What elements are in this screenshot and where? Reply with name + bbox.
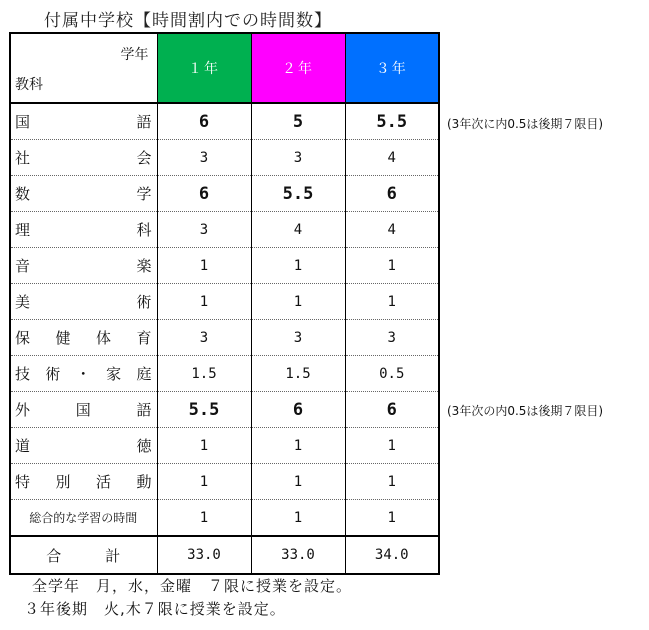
grade-3-value: 3 — [345, 320, 439, 356]
grade-3-value: 4 — [345, 140, 439, 176]
subject-char: 外 — [15, 401, 31, 419]
page-title: 付属中学校【時間割内での時間数】 — [44, 11, 332, 31]
subject-char: 術 — [136, 293, 152, 311]
grade-1-header: １年 — [157, 33, 251, 103]
grade-3-value: 6 — [345, 176, 439, 212]
subject-char: 庭 — [136, 365, 152, 383]
subject-char: 音 — [15, 257, 31, 275]
corner-cell — [10, 33, 157, 103]
subject-char: 数 — [15, 185, 31, 203]
grade-2-value: 3 — [251, 320, 345, 356]
grade-2-value: 1.5 — [251, 356, 345, 392]
subject-char: 楽 — [136, 257, 152, 275]
subject-char: 家 — [106, 365, 122, 383]
grade-2-value: 1 — [251, 464, 345, 500]
grade-3-value: 1 — [345, 464, 439, 500]
subject-cell — [10, 428, 157, 464]
subject-cell — [10, 500, 157, 537]
subject-char: 総合的な学習の時間 — [29, 511, 138, 525]
grade-1-value: 3 — [157, 140, 251, 176]
grade-1-value: 6 — [157, 103, 251, 140]
subject-char: 社 — [15, 149, 31, 167]
grade-3-value: 4 — [345, 212, 439, 248]
subject-cell — [10, 356, 157, 392]
grade-1-value: 1 — [157, 500, 251, 537]
subject-cell — [10, 176, 157, 212]
subject-cell — [10, 140, 157, 176]
subject-char: 健 — [55, 329, 71, 347]
subject-char: 術 — [45, 365, 61, 383]
subject-char: 会 — [136, 149, 152, 167]
grade-1-value: 6 — [157, 176, 251, 212]
grade-2-value: 6 — [251, 392, 345, 428]
grade-3-header: ３年 — [345, 33, 439, 103]
table-row — [10, 392, 439, 428]
grade-2-value: 5 — [251, 103, 345, 140]
grade-1-value: 3 — [157, 212, 251, 248]
subject-cell — [10, 212, 157, 248]
subject-char: 科 — [136, 221, 152, 239]
table-row — [10, 176, 439, 212]
table-row — [10, 212, 439, 248]
subject-char: 保 — [15, 329, 31, 347]
subject-char: 徳 — [136, 437, 152, 455]
grade-2-value: 1 — [251, 248, 345, 284]
subject-char: ・ — [75, 365, 91, 383]
grade-1-value: 33.0 — [157, 536, 251, 574]
subject-char: 道 — [15, 437, 31, 455]
header-row — [10, 33, 439, 103]
grade-3-value: 1 — [345, 248, 439, 284]
table-row — [10, 536, 439, 574]
subject-cell — [10, 392, 157, 428]
grade-1-value: 1.5 — [157, 356, 251, 392]
grade-1-value: 1 — [157, 464, 251, 500]
grade-2-value: 5.5 — [251, 176, 345, 212]
subject-char: 国 — [15, 113, 31, 131]
table-row — [10, 356, 439, 392]
grade-3-value: 0.5 — [345, 356, 439, 392]
grade-3-value: 1 — [345, 500, 439, 537]
note-kokugo: (3年次に内0.5は後期７限目) — [447, 117, 604, 131]
grade-3-value: 34.0 — [345, 536, 439, 574]
grade-1-value: 3 — [157, 320, 251, 356]
footer-line-2: ３年後期 火,木７限に授業を設定。 — [24, 600, 286, 618]
grade-2-value: 1 — [251, 500, 345, 537]
subject-char: 理 — [15, 221, 31, 239]
subject-char: 語 — [136, 401, 152, 419]
footer-line-1: 全学年 月，水，金曜 ７限に授業を設定。 — [32, 577, 353, 595]
table-row — [10, 428, 439, 464]
grade-2-value: 1 — [251, 428, 345, 464]
grade-3-value: 6 — [345, 392, 439, 428]
table-row — [10, 248, 439, 284]
subject-cell — [10, 464, 157, 500]
grade-heading: 学年 — [120, 47, 149, 63]
table-row — [10, 103, 439, 140]
subject-char: 別 — [55, 473, 71, 491]
subject-char: 特 — [15, 473, 31, 491]
table-row — [10, 140, 439, 176]
subject-cell — [10, 103, 157, 140]
subject-cell — [10, 284, 157, 320]
subject-char: 学 — [136, 185, 152, 203]
subject-char: 体 — [95, 329, 111, 347]
grade-2-value: 33.0 — [251, 536, 345, 574]
grade-2-header: ２年 — [251, 33, 345, 103]
grade-3-value: 5.5 — [345, 103, 439, 140]
table-row — [10, 284, 439, 320]
subject-char: 美 — [15, 293, 31, 311]
subject-char: 語 — [136, 113, 152, 131]
subject-char: 技 — [15, 365, 31, 383]
grade-3-value: 1 — [345, 428, 439, 464]
subject-cell — [10, 320, 157, 356]
grade-2-value: 3 — [251, 140, 345, 176]
grade-2-value: 4 — [251, 212, 345, 248]
grade-1-value: 1 — [157, 284, 251, 320]
table-row — [10, 320, 439, 356]
grade-2-value: 1 — [251, 284, 345, 320]
subject-char: 計 — [105, 546, 121, 565]
table-row — [10, 464, 439, 500]
grade-1-value: 5.5 — [157, 392, 251, 428]
subject-heading: 教科 — [15, 77, 43, 93]
subject-char: 動 — [136, 473, 152, 491]
grade-1-value: 1 — [157, 248, 251, 284]
hours-table — [9, 32, 440, 575]
note-gaikokugo: (3年次の内0.5は後期７限目) — [447, 404, 604, 418]
table-row — [10, 500, 439, 537]
grade-1-value: 1 — [157, 428, 251, 464]
subject-char: 国 — [75, 401, 91, 419]
subject-cell — [10, 248, 157, 284]
subject-char: 育 — [136, 329, 152, 347]
subject-cell — [10, 536, 157, 574]
subject-char: 合 — [46, 546, 62, 565]
subject-char: 活 — [95, 473, 111, 491]
grade-3-value: 1 — [345, 284, 439, 320]
